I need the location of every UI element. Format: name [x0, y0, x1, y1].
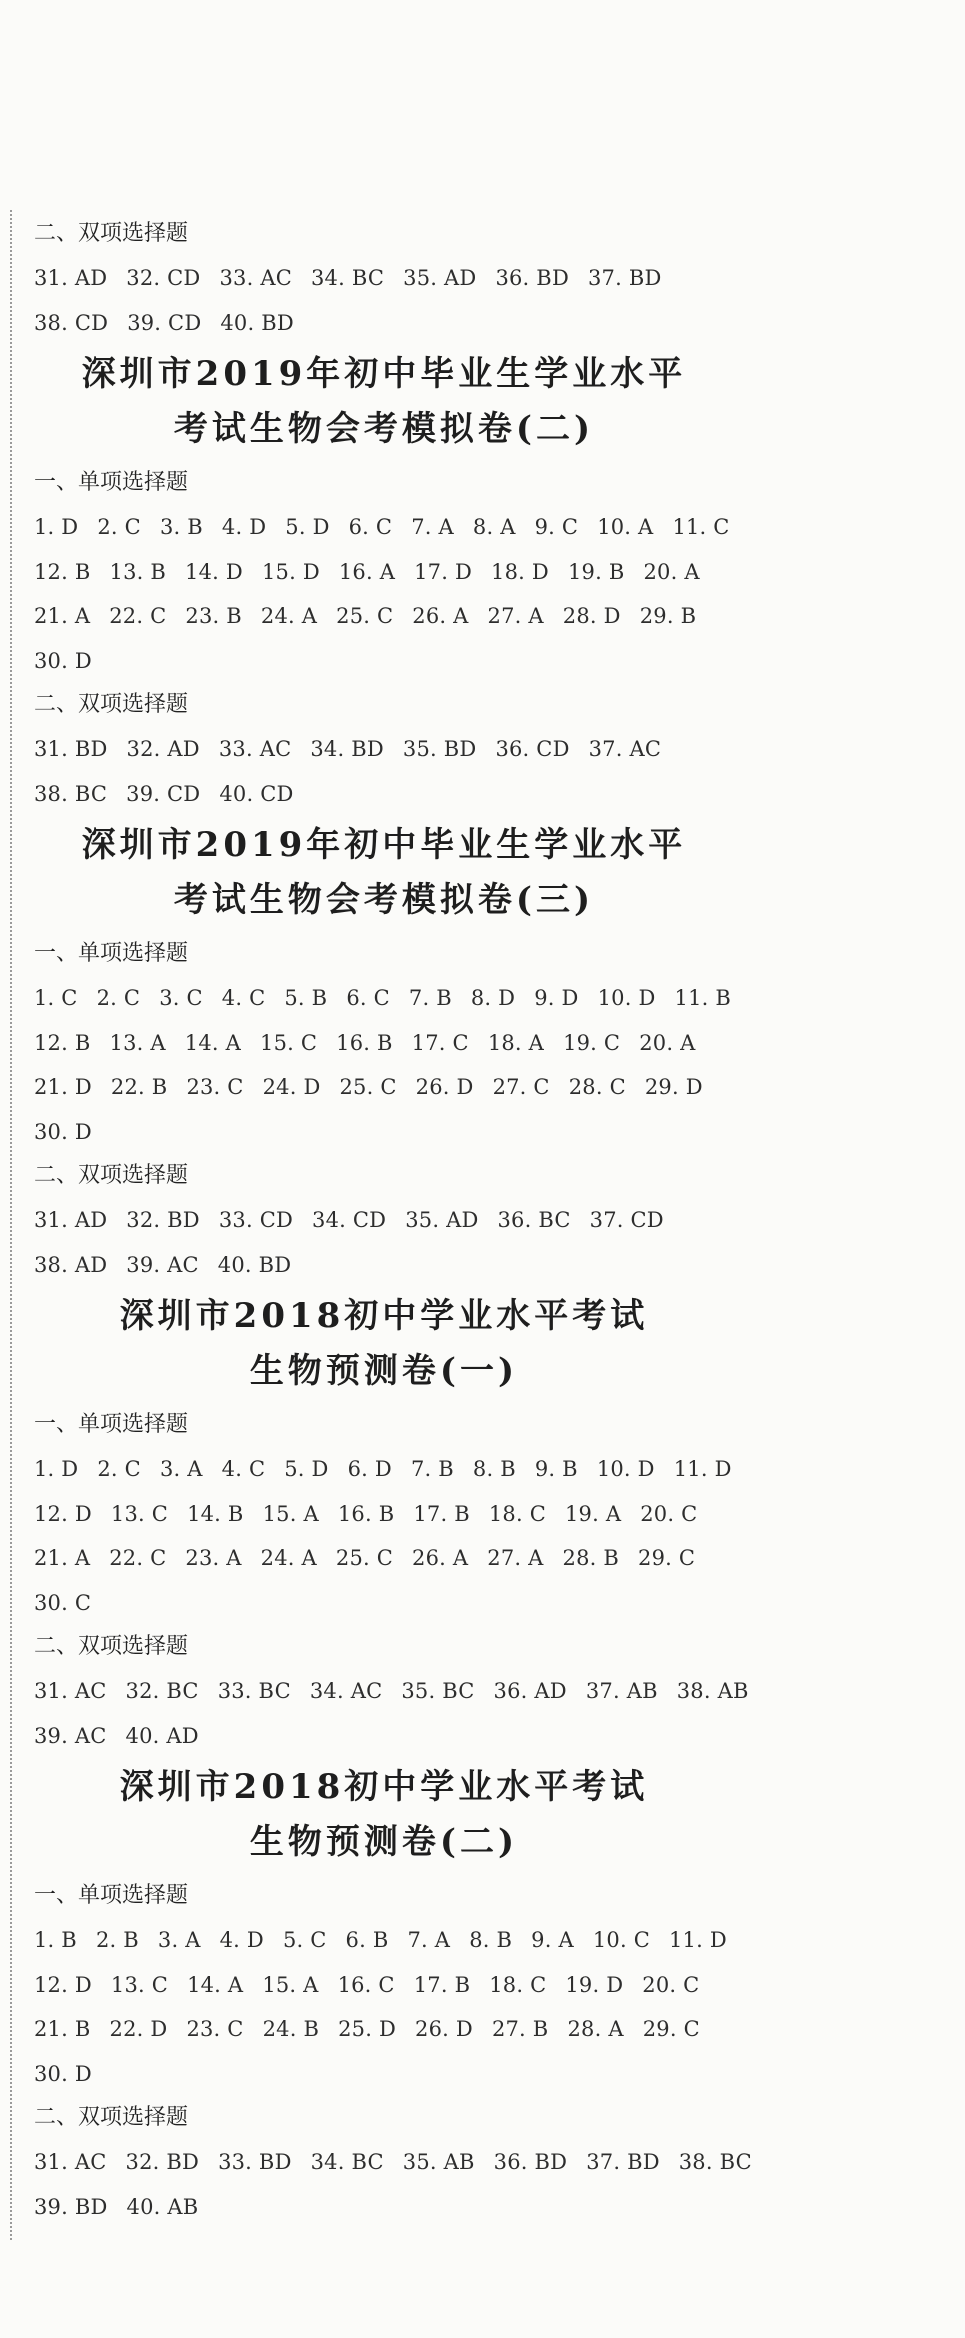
answer-item: 29. C — [638, 1546, 696, 1570]
answer-item: 39. BD — [34, 2194, 108, 2219]
section-heading: 一、单项选择题 — [34, 941, 189, 966]
answer-item: 36. BD — [493, 2150, 568, 2174]
answer-item: 40. BD — [220, 310, 294, 335]
answer-item: 30. D — [34, 648, 92, 673]
answer-item: 25. C — [336, 604, 394, 628]
answer-row — [34, 2185, 734, 2230]
answer-item: 33. BC — [217, 1679, 291, 1703]
answer-item: 21. B — [34, 2017, 91, 2041]
answer-section — [34, 932, 734, 1154]
answer-item: 5. D — [285, 515, 330, 539]
answer-item: 26. D — [415, 1075, 474, 1099]
answer-item: 19. D — [565, 1972, 624, 1997]
answer-item: 27. C — [492, 1075, 550, 1099]
exam-title — [34, 345, 734, 461]
answer-item: 39. CD — [126, 781, 201, 806]
answer-item: 34. CD — [312, 1208, 387, 1232]
answer-item: 32. BD — [125, 2150, 200, 2174]
answer-item: 35. AD — [405, 1208, 479, 1232]
answer-key-content — [34, 212, 752, 2229]
answer-row — [34, 1198, 734, 1243]
answer-item: 36. CD — [495, 737, 570, 761]
answer-item: 2. C — [96, 986, 141, 1010]
answer-item: 2. C — [97, 515, 141, 539]
answer-item: 31. BD — [34, 737, 108, 761]
exam-title-line: 考试生物会考模拟卷(三) — [173, 880, 595, 920]
answer-item: 10. C — [592, 1928, 650, 1952]
answer-section — [34, 1625, 749, 1758]
exam-title-line: 深圳市2019年初中毕业生学业水平 — [81, 354, 687, 394]
answer-item: 18. A — [487, 1030, 545, 1055]
answer-section — [34, 683, 734, 816]
section-heading: 二、双项选择题 — [34, 1634, 189, 1659]
answer-item: 5. B — [284, 986, 328, 1010]
answer-item: 37. BD — [586, 2150, 660, 2174]
answer-item: 8. B — [472, 1457, 516, 1481]
answer-section — [34, 1403, 734, 1625]
answer-item: 6. C — [348, 515, 393, 539]
answer-item: 38. AB — [676, 1679, 749, 1703]
answer-item: 24. A — [260, 1546, 317, 1570]
answer-item: 23. C — [186, 1075, 244, 1099]
answer-item: 4. D — [221, 515, 267, 539]
answer-row — [34, 639, 734, 684]
answer-item: 20. A — [639, 1030, 696, 1055]
answer-row — [34, 1021, 734, 1066]
answer-item: 30. C — [34, 1590, 92, 1615]
answer-item: 21. A — [34, 604, 91, 628]
answer-item: 9. B — [534, 1457, 578, 1481]
answer-item: 27. A — [487, 1546, 544, 1570]
answer-item: 15. D — [261, 559, 320, 584]
answer-item: 37. CD — [589, 1208, 664, 1232]
answer-item: 7. B — [408, 986, 452, 1010]
answer-item: 12. B — [34, 559, 91, 584]
answer-item: 1. D — [34, 515, 79, 539]
answer-item: 39. AC — [34, 1723, 107, 1748]
answer-item: 17. B — [413, 1501, 470, 1526]
section-heading: 二、双项选择题 — [34, 2105, 189, 2130]
answer-item: 9. D — [534, 986, 579, 1010]
answer-row — [34, 256, 734, 301]
answer-item: 38. AD — [34, 1252, 108, 1277]
answer-row — [34, 1581, 734, 1626]
answer-item: 3. B — [159, 515, 203, 539]
answer-item: 31. AD — [34, 266, 108, 290]
answer-item: 14. A — [184, 1030, 242, 1055]
answer-row — [34, 2052, 734, 2097]
answer-item: 16. C — [337, 1972, 395, 1997]
answer-item: 24. D — [262, 1075, 321, 1099]
answer-item: 37. AB — [585, 1679, 658, 1703]
answer-item: 4. C — [221, 986, 266, 1010]
answer-row — [34, 1669, 749, 1714]
answer-item: 5. D — [284, 1457, 329, 1481]
answer-item: 14. A — [187, 1972, 244, 1997]
answer-item: 38. CD — [34, 310, 109, 335]
answer-item: 24. B — [262, 2017, 320, 2041]
answer-row — [34, 772, 734, 817]
answer-item: 32. AD — [126, 737, 200, 761]
answer-item: 35. BC — [401, 1679, 475, 1703]
answer-item: 14. B — [187, 1501, 244, 1526]
answer-item: 31. AD — [34, 1208, 108, 1232]
answer-item: 6. C — [346, 986, 390, 1010]
answer-item: 4. D — [219, 1928, 264, 1952]
answer-section — [34, 461, 734, 683]
answer-item: 16. B — [336, 1030, 393, 1055]
exam-title-line: 深圳市2019年初中毕业生学业水平 — [81, 825, 687, 865]
answer-item: 32. CD — [126, 266, 201, 290]
answer-item: 38. BC — [34, 781, 108, 806]
answer-item: 31. AC — [34, 1679, 107, 1703]
answer-item: 25. D — [338, 2017, 397, 2041]
answer-item: 22. C — [109, 1546, 167, 1570]
answer-row — [34, 2007, 734, 2052]
answer-row — [34, 505, 734, 550]
answer-section — [34, 1154, 734, 1287]
answer-item: 37. BD — [587, 266, 662, 290]
exam-title-line: 深圳市2018初中学业水平考试 — [119, 1767, 649, 1807]
answer-item: 13. B — [109, 559, 167, 584]
answer-item: 32. BC — [125, 1679, 199, 1703]
answer-item: 17. C — [411, 1030, 469, 1055]
answer-item: 36. BD — [495, 266, 569, 290]
answer-item: 23. C — [186, 2017, 244, 2041]
answer-item: 29. C — [642, 2017, 700, 2041]
answer-item: 5. C — [282, 1928, 327, 1952]
answer-item: 33. AC — [219, 266, 292, 290]
answer-item: 16. B — [337, 1501, 395, 1526]
answer-item: 31. AC — [34, 2150, 107, 2174]
exam-title — [34, 1287, 734, 1403]
answer-item: 35. AD — [403, 266, 477, 290]
answer-item: 17. B — [413, 1972, 471, 1997]
answer-item: 30. D — [34, 1119, 92, 1144]
answer-item: 3. A — [159, 1457, 203, 1481]
answer-item: 33. CD — [218, 1208, 294, 1232]
answer-item: 13. C — [110, 1501, 169, 1526]
answer-item: 11. D — [673, 1457, 732, 1481]
answer-item: 15. A — [262, 1972, 319, 1997]
answer-item: 2. B — [95, 1928, 139, 1952]
answer-item: 12. D — [34, 1972, 92, 1997]
answer-row — [34, 1492, 734, 1537]
answer-item: 12. D — [34, 1501, 92, 1526]
answer-item: 7. B — [410, 1457, 454, 1481]
answer-item: 22. B — [110, 1075, 168, 1099]
answer-item: 19. C — [563, 1030, 621, 1055]
answer-item: 18. C — [488, 1501, 546, 1526]
answer-item: 19. A — [565, 1501, 622, 1526]
answer-item: 24. A — [260, 604, 318, 628]
answer-item: 6. D — [347, 1457, 392, 1481]
answer-item: 6. B — [345, 1928, 389, 1952]
answer-item: 28. B — [562, 1546, 620, 1570]
answer-item: 20. C — [642, 1972, 700, 1997]
answer-item: 35. AB — [402, 2150, 475, 2174]
answer-item: 13. A — [109, 1030, 166, 1055]
answer-item: 21. D — [34, 1075, 92, 1099]
answer-item: 39. AC — [126, 1252, 199, 1277]
answer-item: 34. BD — [310, 737, 384, 761]
answer-item: 40. AB — [126, 2194, 199, 2219]
section-heading: 二、双项选择题 — [34, 221, 189, 246]
answer-item: 26. A — [412, 1546, 469, 1570]
answer-item: 1. C — [34, 986, 78, 1010]
answer-item: 23. B — [185, 604, 242, 628]
answer-row — [34, 1110, 734, 1155]
answer-item: 15. C — [260, 1030, 318, 1055]
answer-item: 40. AD — [125, 1723, 199, 1748]
answer-item: 10. D — [597, 986, 656, 1010]
answer-item: 1. D — [34, 1457, 79, 1481]
answer-item: 25. C — [335, 1546, 394, 1570]
answer-section — [34, 2096, 752, 2229]
binding-margin-rule — [10, 210, 12, 2240]
answer-item: 10. A — [597, 515, 654, 539]
answer-item: 33. BD — [218, 2150, 292, 2174]
answer-item: 28. A — [567, 2017, 624, 2041]
answer-item: 33. AC — [218, 737, 292, 761]
answer-item: 23. A — [185, 1546, 242, 1570]
answer-row — [34, 1243, 734, 1288]
answer-item: 20. A — [643, 559, 700, 584]
answer-item: 34. BC — [310, 2150, 384, 2174]
answer-item: 9. C — [534, 515, 579, 539]
answer-item: 39. CD — [127, 310, 202, 335]
section-heading: 二、双项选择题 — [34, 692, 189, 717]
answer-item: 26. A — [412, 604, 469, 628]
exam-title — [34, 816, 734, 932]
answer-item: 15. A — [262, 1501, 319, 1526]
exam-title-line: 生物预测卷(一) — [249, 1351, 519, 1391]
answer-item: 22. D — [109, 2017, 168, 2041]
answer-item: 11. D — [668, 1928, 727, 1952]
exam-title — [34, 1758, 734, 1874]
answer-row — [34, 1963, 734, 2008]
answer-item: 18. D — [491, 559, 549, 584]
answer-item: 34. BC — [310, 266, 385, 290]
answer-item: 32. BD — [126, 1208, 200, 1232]
answer-section — [34, 1874, 734, 2096]
section-heading: 一、单项选择题 — [34, 470, 189, 495]
answer-row — [34, 594, 734, 639]
answer-item: 9. A — [531, 1928, 574, 1952]
answer-item: 21. A — [34, 1546, 91, 1570]
answer-item: 17. D — [414, 559, 473, 584]
section-heading: 一、单项选择题 — [34, 1883, 189, 1908]
answer-item: 10. D — [596, 1457, 655, 1481]
answer-item: 20. C — [640, 1501, 698, 1526]
answer-item: 40. BD — [217, 1252, 292, 1277]
answer-item: 14. D — [185, 559, 243, 584]
answer-item: 36. AD — [493, 1679, 567, 1703]
answer-item: 35. BD — [402, 737, 477, 761]
answer-row — [34, 1714, 734, 1759]
answer-item: 11. C — [672, 515, 730, 539]
answer-row — [34, 301, 734, 346]
exam-title-line: 深圳市2018初中学业水平考试 — [119, 1296, 649, 1336]
answer-item: 36. BC — [497, 1208, 571, 1232]
answer-item: 7. A — [411, 515, 454, 539]
answer-row — [34, 1536, 734, 1581]
answer-item: 1. B — [34, 1928, 77, 1952]
answer-row — [34, 1065, 734, 1110]
answer-row — [34, 1918, 734, 1963]
answer-item: 29. D — [644, 1075, 703, 1099]
answer-row — [34, 727, 734, 772]
answer-item: 29. B — [639, 604, 697, 628]
section-heading: 一、单项选择题 — [34, 1412, 189, 1437]
answer-section — [34, 212, 734, 345]
answer-row — [34, 2140, 752, 2185]
exam-title-line: 生物预测卷(二) — [249, 1822, 519, 1862]
answer-item: 7. A — [407, 1928, 451, 1952]
answer-item: 2. C — [97, 1457, 141, 1481]
answer-item: 8. A — [472, 515, 516, 539]
exam-title-line: 考试生物会考模拟卷(二) — [173, 409, 595, 449]
answer-item: 3. C — [159, 986, 203, 1010]
answer-item: 19. B — [567, 559, 625, 584]
answer-item: 28. D — [562, 604, 621, 628]
answer-item: 11. B — [674, 986, 732, 1010]
answer-item: 38. BC — [678, 2150, 752, 2174]
answer-item: 40. CD — [219, 781, 294, 806]
answer-row — [34, 1447, 734, 1492]
answer-item: 4. C — [221, 1457, 266, 1481]
answer-item: 27. B — [491, 2017, 549, 2041]
answer-row — [34, 976, 734, 1021]
answer-item: 16. A — [338, 559, 396, 584]
answer-item: 26. D — [415, 2017, 473, 2041]
answer-item: 25. C — [339, 1075, 397, 1099]
answer-item: 12. B — [34, 1030, 91, 1055]
answer-item: 13. C — [110, 1972, 169, 1997]
answer-item: 37. AC — [588, 737, 662, 761]
section-heading: 二、双项选择题 — [34, 1163, 189, 1188]
answer-item: 30. D — [34, 2061, 92, 2086]
answer-item: 27. A — [487, 604, 544, 628]
answer-item: 22. C — [109, 604, 167, 628]
answer-item: 3. A — [157, 1928, 201, 1952]
answer-item: 18. C — [489, 1972, 547, 1997]
answer-row — [34, 550, 734, 595]
answer-item: 28. C — [568, 1075, 626, 1099]
answer-item: 8. B — [469, 1928, 513, 1952]
answer-item: 8. D — [470, 986, 516, 1010]
answer-item: 34. AC — [309, 1679, 383, 1703]
